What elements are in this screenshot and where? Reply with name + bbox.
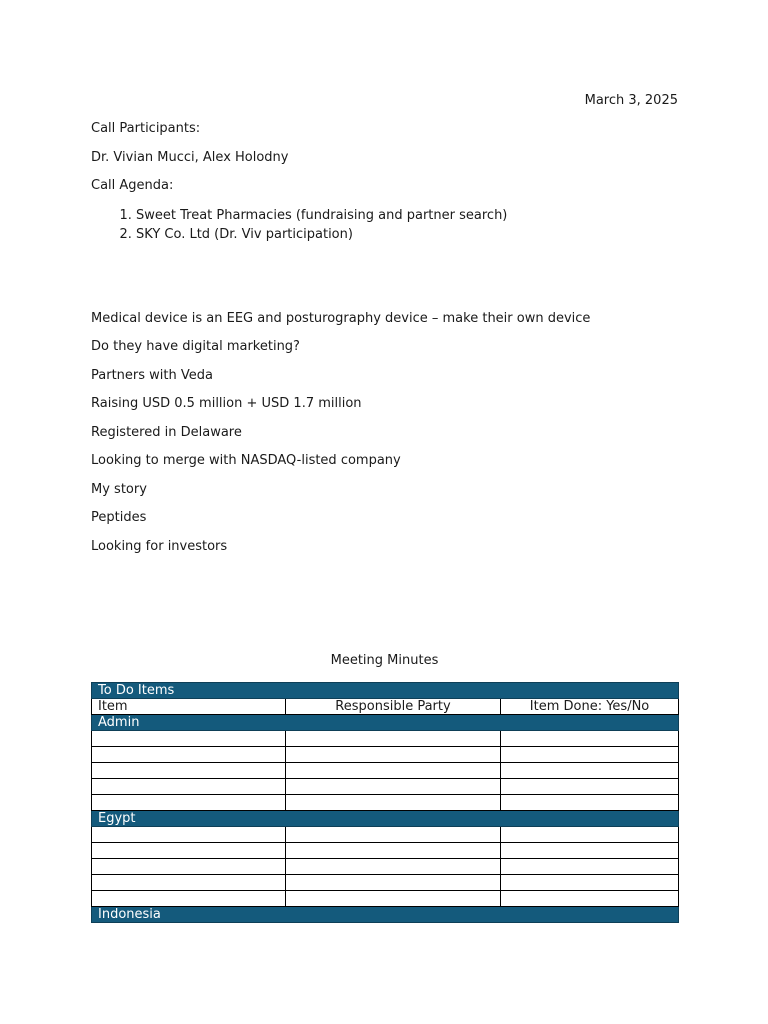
table-cell[interactable] xyxy=(92,747,286,763)
table-cell[interactable] xyxy=(92,779,286,795)
table-row xyxy=(92,827,679,843)
section-label: Indonesia xyxy=(92,907,679,923)
table-cell[interactable] xyxy=(286,827,501,843)
table-row xyxy=(92,763,679,779)
table-cell[interactable] xyxy=(92,859,286,875)
table-row xyxy=(92,747,679,763)
table-cell[interactable] xyxy=(501,795,679,811)
table-cell[interactable] xyxy=(501,827,679,843)
section-label: Admin xyxy=(92,715,679,731)
table-cell[interactable] xyxy=(501,859,679,875)
table-cell[interactable] xyxy=(286,859,501,875)
document-date: March 3, 2025 xyxy=(584,93,678,108)
note-line: Do they have digital marketing? xyxy=(91,339,300,354)
table-cell[interactable] xyxy=(501,891,679,907)
table-row xyxy=(92,843,679,859)
note-line: Registered in Delaware xyxy=(91,425,242,440)
table-cell[interactable] xyxy=(501,731,679,747)
table-cell[interactable] xyxy=(92,731,286,747)
agenda-item: 1. Sweet Treat Pharmacies (fundraising and partner search) xyxy=(136,206,507,225)
table-cell[interactable] xyxy=(501,747,679,763)
section-header-admin xyxy=(92,715,679,731)
table-cell[interactable] xyxy=(92,843,286,859)
table-cell[interactable] xyxy=(501,875,679,891)
table-cell[interactable] xyxy=(286,843,501,859)
table-cell[interactable] xyxy=(286,779,501,795)
table-cell[interactable] xyxy=(501,763,679,779)
agenda-list xyxy=(91,206,507,244)
table-cell[interactable] xyxy=(286,875,501,891)
table-cell[interactable] xyxy=(501,779,679,795)
agenda-heading: Call Agenda: xyxy=(91,178,174,193)
table-title-row xyxy=(92,683,679,699)
note-line: Partners with Veda xyxy=(91,368,213,383)
table-title: To Do Items xyxy=(92,683,679,699)
minutes-title: Meeting Minutes xyxy=(330,653,439,668)
note-line: Raising USD 0.5 million + USD 1.7 million xyxy=(91,396,362,411)
table-cell[interactable] xyxy=(286,795,501,811)
note-line: My story xyxy=(91,482,147,497)
todo-table xyxy=(91,682,679,923)
table-cell[interactable] xyxy=(92,875,286,891)
table-row xyxy=(92,875,679,891)
table-cell[interactable] xyxy=(92,891,286,907)
table-cell[interactable] xyxy=(92,763,286,779)
table-cell[interactable] xyxy=(92,827,286,843)
table-row xyxy=(92,891,679,907)
table-row xyxy=(92,859,679,875)
participants-heading: Call Participants: xyxy=(91,121,201,136)
note-line: Looking to merge with NASDAQ-listed company xyxy=(91,453,401,468)
table-cell[interactable] xyxy=(286,891,501,907)
agenda-item: 2. SKY Co. Ltd (Dr. Viv participation) xyxy=(136,225,507,244)
section-header-indonesia xyxy=(92,907,679,923)
table-row xyxy=(92,779,679,795)
column-header-item: Item xyxy=(92,699,286,715)
table-cell[interactable] xyxy=(501,843,679,859)
note-line: Looking for investors xyxy=(91,539,228,554)
table-cell[interactable] xyxy=(286,731,501,747)
note-line: Medical device is an EEG and posturography device – make their own device xyxy=(91,311,591,326)
section-label: Egypt xyxy=(92,811,679,827)
note-line: Peptides xyxy=(91,510,147,525)
table-row xyxy=(92,731,679,747)
table-cell[interactable] xyxy=(92,795,286,811)
table-cell[interactable] xyxy=(286,747,501,763)
participants-names: Dr. Vivian Mucci, Alex Holodny xyxy=(91,150,289,165)
table-cell[interactable] xyxy=(286,763,501,779)
column-header-responsible-party: Responsible Party xyxy=(286,699,501,715)
column-header-item-done: Item Done: Yes/No xyxy=(501,699,679,715)
section-header-egypt xyxy=(92,811,679,827)
table-row xyxy=(92,795,679,811)
table-header-row xyxy=(92,699,679,715)
